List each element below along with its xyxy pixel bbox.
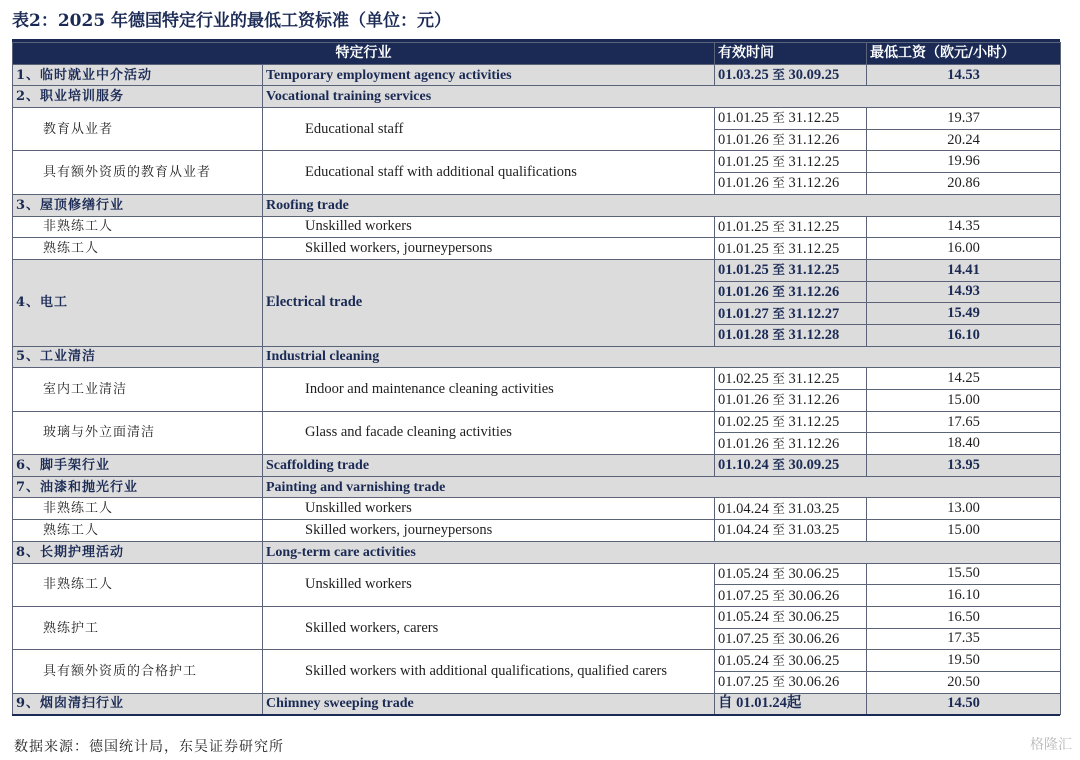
section-cn-name: 1、临时就业中介活动	[13, 64, 263, 86]
section-cn-name: 6、脚手架行业	[13, 455, 263, 477]
period-cell	[715, 411, 867, 433]
date-from: 01.01.25	[718, 218, 769, 235]
sub-en-name: Skilled workers, journeypersons	[263, 520, 715, 542]
wage-cell: 14.53	[867, 64, 1061, 86]
wage-cell: 16.50	[867, 606, 1061, 628]
sub-cn-name: 非熟练工人	[13, 498, 263, 520]
header-wage: 最低工资（欧元/小时）	[867, 43, 1061, 65]
group-cn-name: 4、电工	[13, 259, 263, 346]
date-from: 01.07.25	[718, 630, 769, 647]
period-cell	[715, 64, 867, 86]
section-en-name: Painting and varnishing trade	[263, 476, 1061, 498]
date-separator: 至	[772, 67, 785, 83]
table-row	[13, 151, 1061, 173]
group-row	[13, 259, 1061, 281]
date-from: 01.05.24	[718, 609, 769, 626]
date-from: 01.01.27	[718, 305, 769, 322]
source-note: 数据来源：德国统计局，东吴证券研究所	[14, 739, 284, 755]
date-separator: 至	[772, 153, 785, 169]
date-separator: 至	[772, 652, 785, 668]
table-title: 表2：2025 年德国特定行业的最低工资标准（单位：元）	[12, 11, 452, 31]
section-row	[13, 64, 1061, 86]
date-to: 31.12.25	[788, 370, 840, 387]
section-en-name: Scaffolding trade	[263, 455, 715, 477]
period-cell	[715, 650, 867, 672]
date-from: 01.04.24	[718, 500, 769, 517]
wage-cell: 16.10	[867, 324, 1061, 346]
period-cell	[715, 151, 867, 173]
period-cell	[715, 606, 867, 628]
date-from: 01.10.24	[718, 457, 769, 474]
wage-cell: 19.96	[867, 151, 1061, 173]
sub-cn-name: 非熟练工人	[13, 563, 263, 606]
section-en-name: Industrial cleaning	[263, 346, 1061, 368]
date-separator: 至	[772, 500, 785, 516]
date-to: 31.12.25	[788, 153, 840, 170]
wage-cell: 20.24	[867, 129, 1061, 151]
date-to: 31.12.26	[788, 435, 840, 452]
date-from: 01.07.25	[718, 674, 769, 691]
date-to: 30.06.26	[788, 674, 840, 691]
period-cell	[715, 324, 867, 346]
wage-cell: 14.25	[867, 368, 1061, 390]
wage-cell: 15.00	[867, 520, 1061, 542]
date-to: 31.12.25	[788, 240, 840, 257]
date-to: 30.06.26	[788, 587, 840, 604]
period-cell	[715, 433, 867, 455]
wage-cell: 14.41	[867, 259, 1061, 281]
period-cell	[715, 173, 867, 195]
sub-cn-name: 室内工业清洁	[13, 368, 263, 411]
period-cell	[715, 303, 867, 325]
period-cell	[715, 216, 867, 238]
date-from: 01.01.26	[718, 175, 769, 192]
sub-cn-name: 具有额外资质的合格护工	[13, 650, 263, 693]
date-to: 31.12.28	[788, 327, 840, 344]
date-separator: 至	[772, 370, 785, 386]
date-from: 01.04.24	[718, 522, 769, 539]
bottom-rule	[12, 714, 1060, 716]
watermark-logo: 格隆汇	[1030, 737, 1072, 753]
table-row	[13, 498, 1061, 520]
date-to: 31.12.25	[788, 110, 840, 127]
sub-en-name: Skilled workers, carers	[263, 606, 715, 649]
date-separator: 至	[772, 674, 785, 690]
section-cn-name: 7、油漆和抛光行业	[13, 476, 263, 498]
date-to: 31.12.27	[788, 305, 840, 322]
date-separator: 至	[772, 240, 785, 256]
wage-cell: 14.50	[867, 693, 1061, 715]
table-row	[13, 368, 1061, 390]
wage-cell: 15.00	[867, 390, 1061, 412]
date-to: 31.03.25	[788, 522, 840, 539]
section-cn-name: 5、工业清洁	[13, 346, 263, 368]
section-row	[13, 455, 1061, 477]
table-row	[13, 520, 1061, 542]
date-to: 31.12.25	[788, 414, 840, 431]
date-from: 01.01.26	[718, 392, 769, 409]
date-from: 01.01.25	[718, 262, 769, 279]
sub-cn-name: 具有额外资质的教育从业者	[13, 151, 263, 194]
section-row	[13, 194, 1061, 216]
period-cell	[715, 390, 867, 412]
wage-cell: 20.86	[867, 173, 1061, 195]
date-separator: 至	[772, 435, 785, 451]
date-to: 31.12.26	[788, 175, 840, 192]
date-separator: 至	[772, 630, 785, 646]
table-row	[13, 108, 1061, 130]
wage-cell: 14.93	[867, 281, 1061, 303]
date-separator: 至	[772, 609, 785, 625]
date-to: 30.06.25	[788, 652, 840, 669]
period-cell	[715, 563, 867, 585]
date-to: 30.06.25	[788, 609, 840, 626]
sub-cn-name: 熟练护工	[13, 606, 263, 649]
date-from: 01.01.26	[718, 435, 769, 452]
date-separator: 至	[772, 283, 785, 299]
wage-cell: 19.37	[867, 108, 1061, 130]
wage-cell: 16.10	[867, 585, 1061, 607]
wage-cell: 16.00	[867, 238, 1061, 260]
wage-cell: 13.95	[867, 455, 1061, 477]
table-row	[13, 563, 1061, 585]
sub-cn-name: 教育从业者	[13, 108, 263, 151]
date-to: 30.09.25	[788, 457, 840, 474]
period-cell	[715, 238, 867, 260]
period-cell	[715, 368, 867, 390]
wage-cell: 18.40	[867, 433, 1061, 455]
date-from: 01.05.24	[718, 565, 769, 582]
date-separator: 至	[772, 110, 785, 126]
date-to: 31.12.26	[788, 392, 840, 409]
period-cell	[715, 281, 867, 303]
date-separator: 至	[772, 457, 785, 473]
section-row	[13, 346, 1061, 368]
sub-en-name: Skilled workers with additional qualifications, qualified carers	[263, 650, 715, 693]
period-cell	[715, 129, 867, 151]
date-separator: 至	[772, 262, 785, 278]
period-cell	[715, 520, 867, 542]
date-from: 01.01.28	[718, 327, 769, 344]
date-separator: 至	[772, 218, 785, 234]
sub-cn-name: 熟练工人	[13, 520, 263, 542]
wage-cell: 20.50	[867, 671, 1061, 693]
sub-en-name: Skilled workers, journeypersons	[263, 238, 715, 260]
date-from: 01.03.25	[718, 67, 769, 84]
header-row	[13, 43, 1061, 65]
period-cell	[715, 455, 867, 477]
period-cell	[715, 498, 867, 520]
date-to: 31.12.25	[788, 262, 840, 279]
sub-cn-name: 玻璃与外立面清洁	[13, 411, 263, 454]
table-row	[13, 606, 1061, 628]
date-from: 01.01.25	[718, 240, 769, 257]
sub-en-name: Educational staff	[263, 108, 715, 151]
date-separator: 至	[772, 522, 785, 538]
section-cn-name: 8、长期护理活动	[13, 541, 263, 563]
date-to: 31.03.25	[788, 500, 840, 517]
date-from: 01.02.25	[718, 370, 769, 387]
table-row	[13, 216, 1061, 238]
date-separator: 至	[772, 132, 785, 148]
date-from: 01.05.24	[718, 652, 769, 669]
date-to: 31.12.26	[788, 132, 840, 149]
group-en-name: Electrical trade	[263, 259, 715, 346]
date-from: 01.01.25	[718, 110, 769, 127]
section-row	[13, 86, 1061, 108]
date-separator: 至	[772, 392, 785, 408]
date-from: 01.01.26	[718, 283, 769, 300]
sub-cn-name: 熟练工人	[13, 238, 263, 260]
section-en-name: Chimney sweeping trade	[263, 693, 715, 715]
period-cell	[715, 628, 867, 650]
date-separator: 至	[772, 327, 785, 343]
section-row	[13, 541, 1061, 563]
table-row	[13, 238, 1061, 260]
section-cn-name: 9、烟囱清扫行业	[13, 693, 263, 715]
sub-cn-name: 非熟练工人	[13, 216, 263, 238]
date-from: 01.02.25	[718, 414, 769, 431]
table-row	[13, 650, 1061, 672]
date-to: 31.12.26	[788, 283, 840, 300]
wage-cell: 14.35	[867, 216, 1061, 238]
date-separator: 至	[772, 587, 785, 603]
date-from: 01.01.26	[718, 132, 769, 149]
section-row	[13, 476, 1061, 498]
sub-en-name: Unskilled workers	[263, 216, 715, 238]
sub-en-name: Educational staff with additional qualifications	[263, 151, 715, 194]
date-to: 31.12.25	[788, 218, 840, 235]
date-separator: 至	[772, 565, 785, 581]
period-cell	[715, 108, 867, 130]
wage-cell: 17.65	[867, 411, 1061, 433]
date-separator: 至	[772, 305, 785, 321]
wage-cell: 15.50	[867, 563, 1061, 585]
date-to: 30.09.25	[788, 67, 840, 84]
wage-cell: 15.49	[867, 303, 1061, 325]
section-en-name: Temporary employment agency activities	[263, 64, 715, 86]
date-to: 30.06.26	[788, 630, 840, 647]
table-row	[13, 411, 1061, 433]
header-industry: 特定行业	[13, 43, 715, 65]
sub-en-name: Unskilled workers	[263, 498, 715, 520]
sub-en-name: Glass and facade cleaning activities	[263, 411, 715, 454]
sub-en-name: Indoor and maintenance cleaning activities	[263, 368, 715, 411]
wage-cell: 17.35	[867, 628, 1061, 650]
section-cn-name: 2、职业培训服务	[13, 86, 263, 108]
wage-cell: 19.50	[867, 650, 1061, 672]
period-cell	[715, 259, 867, 281]
date-from: 01.01.25	[718, 153, 769, 170]
minimum-wage-table	[12, 42, 1061, 715]
header-period: 有效时间	[715, 43, 867, 65]
period-cell	[715, 585, 867, 607]
section-en-name: Vocational training services	[263, 86, 1061, 108]
date-separator: 至	[772, 175, 785, 191]
sub-en-name: Unskilled workers	[263, 563, 715, 606]
date-separator: 至	[772, 414, 785, 430]
period-cell	[715, 671, 867, 693]
section-cn-name: 3、屋顶修缮行业	[13, 194, 263, 216]
wage-cell: 13.00	[867, 498, 1061, 520]
date-to: 30.06.25	[788, 565, 840, 582]
period-cell: 自 01.01.24起	[715, 693, 867, 715]
section-en-name: Long-term care activities	[263, 541, 1061, 563]
section-row	[13, 693, 1061, 715]
date-from: 01.07.25	[718, 587, 769, 604]
section-en-name: Roofing trade	[263, 194, 1061, 216]
